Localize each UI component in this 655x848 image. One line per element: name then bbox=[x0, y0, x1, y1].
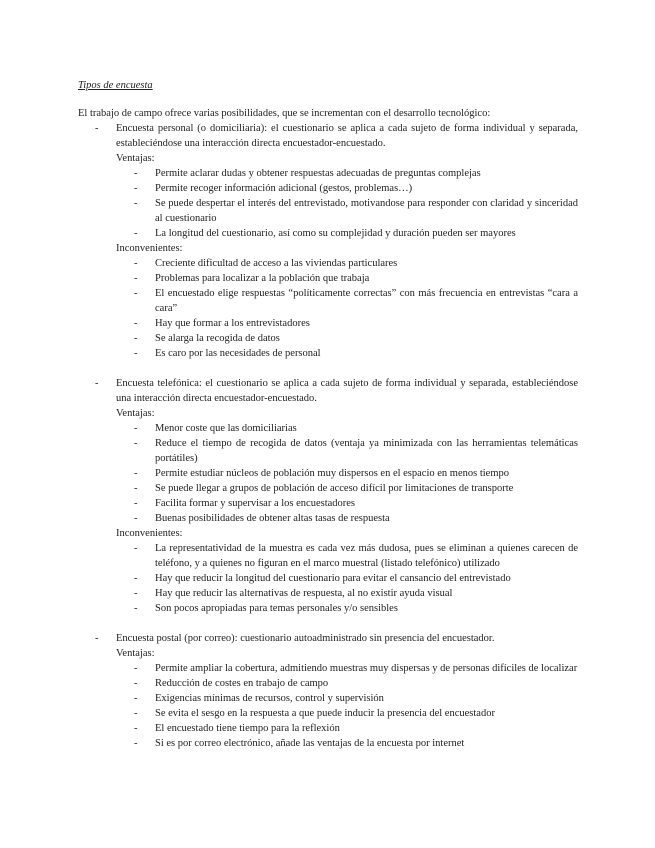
ventajas-label: Ventajas: bbox=[116, 648, 155, 659]
intro-paragraph: El trabajo de campo ofrece varias posibilidades, que se incrementan con el desarrollo tecnológico: bbox=[78, 108, 491, 119]
bullet-dash: - bbox=[134, 288, 138, 299]
list-item-text: El encuestado elige respuestas “políticamente correctas” con más frecuencia en entrevistas “cara a cara” bbox=[155, 288, 578, 314]
survey-section bbox=[78, 631, 578, 751]
bullet-dash: - bbox=[134, 348, 138, 359]
list-item-text: Se alarga la recogida de datos bbox=[155, 333, 280, 344]
bullet-dash: - bbox=[134, 438, 138, 449]
bullet-dash: - bbox=[134, 168, 138, 179]
list-item bbox=[134, 226, 578, 241]
list-item-text: Permite ampliar la cobertura, admitiendo muestras muy dispersas y de personas difíciles de localizar bbox=[155, 663, 578, 674]
list-item bbox=[134, 481, 578, 496]
list-item-text: Si es por correo electrónico, añade las ventajas de la encuesta por internet bbox=[155, 738, 465, 749]
bullet-dash: - bbox=[134, 228, 138, 239]
list-item bbox=[134, 421, 578, 436]
list-item bbox=[134, 196, 578, 226]
list-item bbox=[134, 706, 578, 721]
list-item-text: Creciente dificultad de acceso a las viviendas particulares bbox=[155, 258, 398, 269]
list-item bbox=[134, 496, 578, 511]
list-item bbox=[134, 346, 578, 361]
list-item bbox=[134, 256, 578, 271]
list-item-text: Se evita el sesgo en la respuesta a que puede inducir la presencia del encuestador bbox=[155, 708, 495, 719]
bullet-dash: - bbox=[134, 333, 138, 344]
list-item bbox=[134, 691, 578, 706]
page-title: Tipos de encuesta bbox=[78, 80, 153, 91]
list-item-text: Exigencias mínimas de recursos, control y supervisión bbox=[155, 693, 384, 704]
list-item-text: Se puede llegar a grupos de población de acceso difícil por limitaciones de transporte bbox=[155, 483, 514, 494]
list-item bbox=[134, 541, 578, 571]
list-item bbox=[134, 181, 578, 196]
survey-description: Encuesta telefónica: el cuestionario se aplica a cada sujeto de forma individual y separada, estableciéndose una interacción directa encuestador-encuestado. bbox=[116, 378, 578, 404]
list-item-text: Son pocos apropiadas para temas personales y/o sensibles bbox=[155, 603, 398, 614]
list-item-text: Hay que formar a los entrevistadores bbox=[155, 318, 310, 329]
list-item bbox=[134, 316, 578, 331]
bullet-dash: - bbox=[134, 738, 138, 749]
bullet-dash: - bbox=[134, 273, 138, 284]
list-item-text: Reduce el tiempo de recogida de datos (ventaja ya minimizada con las herramientas telemáticas portátiles) bbox=[155, 438, 578, 464]
ventajas-list bbox=[78, 166, 578, 241]
ventajas-list bbox=[78, 421, 578, 526]
list-item-text: Hay que reducir la longitud del cuestionario para evitar el cansancio del entrevistado bbox=[155, 573, 511, 584]
list-item bbox=[134, 736, 578, 751]
list-item-text: Permite recoger información adicional (gestos, problemas…) bbox=[155, 183, 413, 194]
list-item bbox=[134, 571, 578, 586]
ventajas-list bbox=[78, 661, 578, 751]
list-item bbox=[134, 166, 578, 181]
bullet-dash: - bbox=[134, 543, 138, 554]
bullet-dash: - bbox=[134, 678, 138, 689]
bullet-dash: - bbox=[134, 693, 138, 704]
list-item bbox=[134, 286, 578, 316]
survey-heading bbox=[78, 376, 578, 406]
list-item-text: Problemas para localizar a la población que trabaja bbox=[155, 273, 370, 284]
list-item bbox=[134, 676, 578, 691]
bullet-dash: - bbox=[134, 483, 138, 494]
list-item bbox=[134, 661, 578, 676]
bullet-dash: - bbox=[134, 498, 138, 509]
list-item bbox=[134, 331, 578, 346]
list-item-text: El encuestado tiene tiempo para la reflexión bbox=[155, 723, 340, 734]
list-item-text: Reducción de costes en trabajo de campo bbox=[155, 678, 329, 689]
survey-section bbox=[78, 121, 578, 361]
survey-heading bbox=[78, 631, 578, 646]
bullet-dash: - bbox=[134, 318, 138, 329]
list-item-text: Permite estudiar núcleos de población muy dispersos en el espacio en menos tiempo bbox=[155, 468, 509, 479]
list-item-text: Hay que reducir las alternativas de respuesta, al no existir ayuda visual bbox=[155, 588, 453, 599]
list-item-text: Menor coste que las domiciliarias bbox=[155, 423, 297, 434]
bullet-dash: - bbox=[95, 123, 99, 134]
list-item bbox=[134, 721, 578, 736]
bullet-dash: - bbox=[134, 468, 138, 479]
bullet-dash: - bbox=[134, 603, 138, 614]
bullet-dash: - bbox=[95, 378, 99, 389]
bullet-dash: - bbox=[134, 663, 138, 674]
bullet-dash: - bbox=[134, 573, 138, 584]
bullet-dash: - bbox=[134, 258, 138, 269]
list-item-text: La longitud del cuestionario, así como su complejidad y duración pueden ser mayores bbox=[155, 228, 516, 239]
bullet-dash: - bbox=[134, 588, 138, 599]
bullet-dash: - bbox=[134, 423, 138, 434]
ventajas-label: Ventajas: bbox=[116, 153, 155, 164]
inconvenientes-list bbox=[78, 256, 578, 361]
inconvenientes-label: Inconvenientes: bbox=[116, 243, 183, 254]
list-item-text: Buenas posibilidades de obtener altas tasas de respuesta bbox=[155, 513, 390, 524]
inconvenientes-label: Inconvenientes: bbox=[116, 528, 183, 539]
survey-section bbox=[78, 376, 578, 616]
list-item bbox=[134, 466, 578, 481]
list-item bbox=[134, 271, 578, 286]
bullet-dash: - bbox=[134, 723, 138, 734]
survey-description: Encuesta postal (por correo): cuestionario autoadministrado sin presencia del encuestador. bbox=[116, 633, 495, 644]
list-item bbox=[134, 511, 578, 526]
bullet-dash: - bbox=[134, 708, 138, 719]
bullet-dash: - bbox=[134, 183, 138, 194]
list-item-text: La representatividad de la muestra es cada vez más dudosa, pues se eliminan a quienes carecen de teléfono, y a quienes no figuran en el marco muestral (listado telefónico) utilizado bbox=[155, 543, 578, 569]
survey-description: Encuesta personal (o domiciliaria): el cuestionario se aplica a cada sujeto de forma individual y separada, estableciéndose una interacción directa encuestador-encuestado. bbox=[116, 123, 578, 149]
ventajas-label: Ventajas: bbox=[116, 408, 155, 419]
list-item-text: Es caro por las necesidades de personal bbox=[155, 348, 321, 359]
survey-heading bbox=[78, 121, 578, 151]
list-item-text: Facilita formar y supervisar a los encuestadores bbox=[155, 498, 356, 509]
list-item bbox=[134, 586, 578, 601]
list-item-text: Se puede despertar el interés del entrevistado, motivandose para responder con claridad y sinceridad al cuestionario bbox=[155, 198, 578, 224]
list-item bbox=[134, 436, 578, 466]
bullet-dash: - bbox=[134, 513, 138, 524]
bullet-dash: - bbox=[134, 198, 138, 209]
list-item bbox=[134, 601, 578, 616]
list-item-text: Permite aclarar dudas y obtener respuestas adecuadas de preguntas complejas bbox=[155, 168, 481, 179]
inconvenientes-list bbox=[78, 541, 578, 616]
bullet-dash: - bbox=[95, 633, 99, 644]
